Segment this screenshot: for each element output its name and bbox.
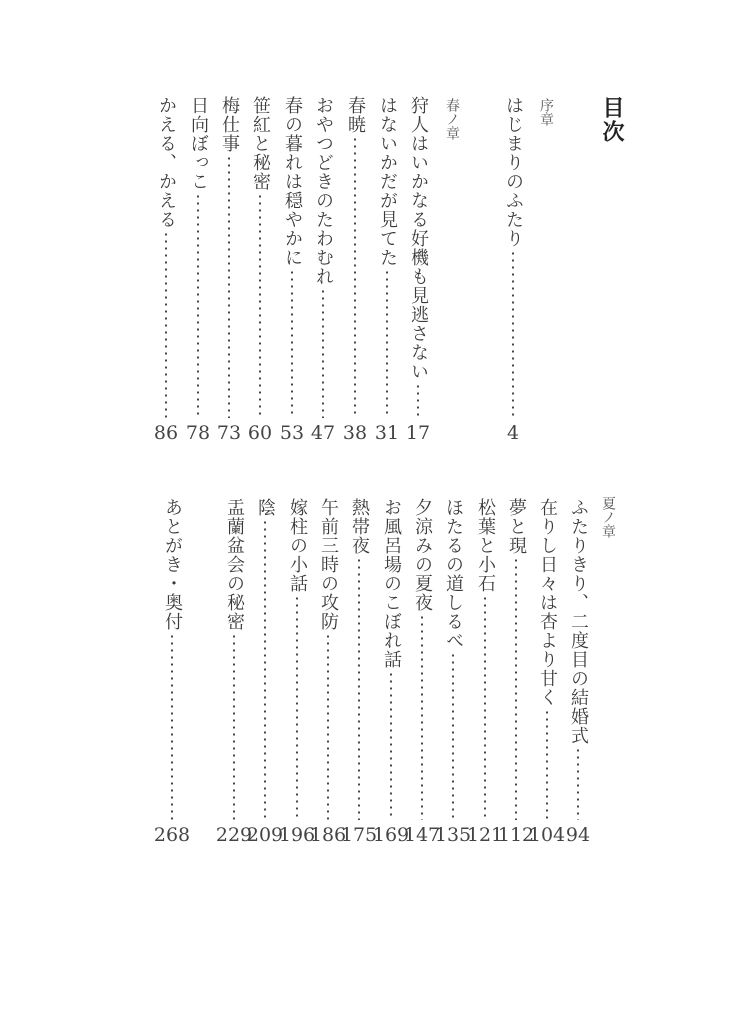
dot-leader bbox=[291, 269, 293, 418]
dot-leader bbox=[546, 709, 548, 820]
toc-entry-page: 60 bbox=[247, 422, 273, 444]
toc-entry-page: 209 bbox=[246, 824, 284, 846]
dot-leader bbox=[386, 269, 388, 418]
chapter-heading-summer: 夏ノ章 bbox=[600, 496, 616, 538]
dot-leader bbox=[233, 633, 235, 820]
toc-entry-title: かえる、かえる bbox=[156, 96, 177, 229]
toc-entry-page: 104 bbox=[528, 824, 566, 846]
toc-entry-page: 4 bbox=[506, 422, 520, 444]
dot-leader bbox=[452, 652, 454, 820]
toc-entry-title: あとがき・奥付 bbox=[162, 498, 183, 631]
dot-leader bbox=[228, 155, 230, 418]
toc-entry[interactable] bbox=[285, 498, 309, 820]
toc-entry-page: 169 bbox=[372, 824, 410, 846]
dot-leader bbox=[484, 595, 486, 820]
toc-entry-title: ふたりきり、二度目の結婚式 bbox=[568, 498, 589, 745]
toc-entry-page: 121 bbox=[466, 824, 504, 846]
dot-leader bbox=[512, 250, 514, 418]
toc-entry-title: 夕涼みの夏夜 bbox=[412, 498, 433, 612]
toc-entry-page: 196 bbox=[278, 824, 316, 846]
toc-entry[interactable] bbox=[375, 96, 399, 418]
toc-entry-title: 夢と現 bbox=[506, 498, 527, 555]
dot-leader bbox=[296, 595, 298, 820]
toc-entry-page: 135 bbox=[434, 824, 472, 846]
toc-entry-page: 186 bbox=[309, 824, 347, 846]
dot-leader bbox=[264, 519, 266, 820]
toc-entry[interactable] bbox=[347, 498, 371, 820]
dot-leader bbox=[421, 614, 423, 820]
toc-entry-title: はじまりのふたり bbox=[503, 96, 524, 248]
toc-entry[interactable] bbox=[248, 96, 272, 418]
toc-entry[interactable] bbox=[154, 96, 178, 418]
toc-entry[interactable] bbox=[311, 96, 335, 418]
toc-entry-page: 53 bbox=[279, 422, 305, 444]
toc-entry-page: 38 bbox=[342, 422, 368, 444]
toc-entry[interactable] bbox=[535, 498, 559, 820]
toc-entry[interactable] bbox=[253, 498, 277, 820]
dot-leader bbox=[322, 288, 324, 418]
toc-entry[interactable] bbox=[222, 498, 246, 820]
toc-entry-title: 狩人はいかなる好機も見逃さない bbox=[408, 96, 429, 381]
toc-entry-page: 78 bbox=[185, 422, 211, 444]
page-title: 目次 bbox=[599, 96, 624, 144]
toc-entry[interactable] bbox=[217, 96, 241, 418]
toc-entry-title: お風呂場のこぼれ話 bbox=[381, 498, 402, 669]
toc-entry-page: 31 bbox=[374, 422, 400, 444]
toc-entry-page: 147 bbox=[403, 824, 441, 846]
dot-leader bbox=[354, 136, 356, 418]
toc-entry[interactable] bbox=[186, 96, 210, 418]
dot-leader bbox=[417, 383, 419, 418]
toc-entry-title: 嫁柱の小話 bbox=[287, 498, 308, 593]
toc-entry-title: はないかだが見てた bbox=[377, 96, 398, 267]
toc-entry-title: 盂蘭盆会の秘密 bbox=[224, 498, 245, 631]
dot-leader bbox=[259, 193, 261, 418]
toc-entry[interactable] bbox=[473, 498, 497, 820]
toc-entry[interactable] bbox=[504, 498, 528, 820]
toc-entry-page: 47 bbox=[310, 422, 336, 444]
toc-entry-title: おやつどきのたわむれ bbox=[313, 96, 334, 286]
toc-entry[interactable] bbox=[501, 96, 525, 418]
toc-entry-title: 熱帯夜 bbox=[349, 498, 370, 555]
toc-entry-page: 112 bbox=[497, 824, 535, 846]
chapter-heading-spring: 春ノ章 bbox=[444, 98, 460, 140]
toc-entry[interactable] bbox=[406, 96, 430, 418]
toc-entry-title: 午前三時の攻防 bbox=[318, 498, 339, 631]
toc-entry-title: 梅仕事 bbox=[219, 96, 240, 153]
toc-entry[interactable] bbox=[316, 498, 340, 820]
dot-leader bbox=[197, 193, 199, 418]
toc-entry-afterword[interactable] bbox=[160, 498, 184, 820]
toc-entry-page: 86 bbox=[153, 422, 179, 444]
dot-leader bbox=[327, 633, 329, 820]
toc-entry-page: 17 bbox=[405, 422, 431, 444]
toc-entry-page: 229 bbox=[215, 824, 253, 846]
dot-leader bbox=[515, 557, 517, 820]
toc-entry-title: 在りし日々は杏より甘く bbox=[537, 498, 558, 707]
toc-entry-title: 松葉と小石 bbox=[475, 498, 496, 593]
toc-entry-title: 日向ぼっこ bbox=[188, 96, 209, 191]
toc-entry-page: 73 bbox=[216, 422, 242, 444]
toc-entry[interactable] bbox=[379, 498, 403, 820]
dot-leader bbox=[171, 633, 173, 820]
dot-leader bbox=[390, 671, 392, 820]
toc-entry-title: 春の暮れは穏やかに bbox=[282, 96, 303, 267]
dot-leader bbox=[577, 747, 579, 820]
toc-entry-title: 春暁 bbox=[345, 96, 366, 134]
toc-entry[interactable] bbox=[410, 498, 434, 820]
dot-leader bbox=[358, 557, 360, 820]
toc-entry-title: ほたるの道しるべ bbox=[443, 498, 464, 650]
toc-entry[interactable] bbox=[566, 498, 590, 820]
toc-entry-title: 笹紅と秘密 bbox=[250, 96, 271, 191]
chapter-heading-prologue: 序章 bbox=[538, 98, 554, 126]
dot-leader bbox=[165, 231, 167, 418]
toc-entry-page: 268 bbox=[153, 824, 191, 846]
toc-entry[interactable] bbox=[343, 96, 367, 418]
toc-entry[interactable] bbox=[280, 96, 304, 418]
toc-entry-title: 陰 bbox=[255, 498, 276, 517]
toc-entry-page: 175 bbox=[340, 824, 378, 846]
toc-entry-page: 94 bbox=[565, 824, 591, 846]
toc-entry[interactable] bbox=[441, 498, 465, 820]
